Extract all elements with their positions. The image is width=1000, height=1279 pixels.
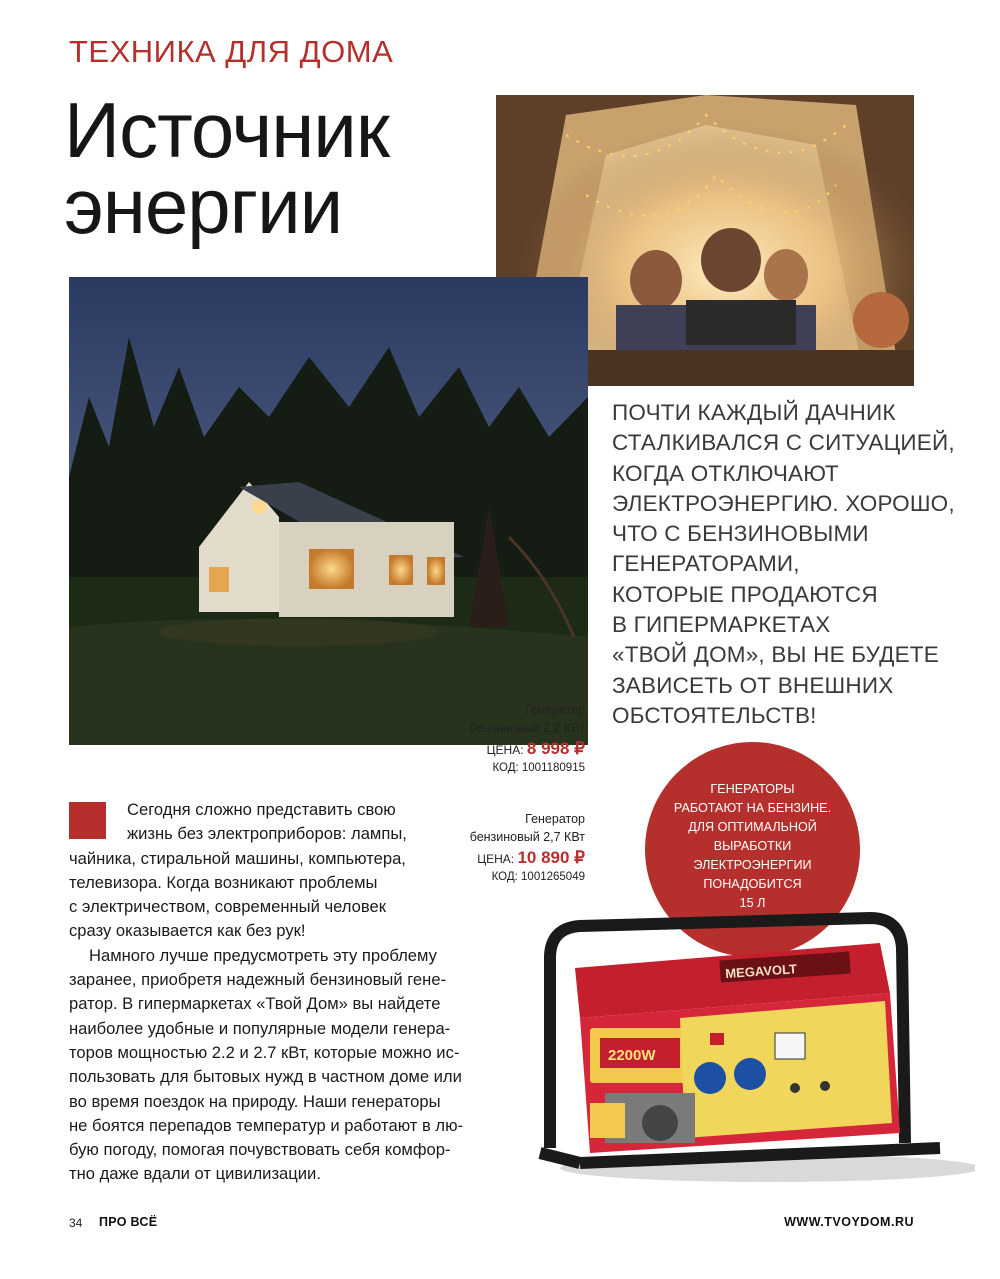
product-code: КОД: 1001180915 [492,762,585,774]
headline-line: энергии [64,162,343,250]
body-line: Сегодня сложно представить свою [127,800,396,819]
generator-illustration [520,898,975,1188]
lead-line: ЧТО С БЕНЗИНОВЫМИ [612,521,869,547]
lead-line: ГЕНЕРАТОРАМИ, [612,551,800,577]
product-name: Генератор [525,703,585,717]
price-line [470,848,585,868]
body-line: с электричеством, современный человек [69,897,387,917]
lead-paragraph [612,398,955,731]
price-label: ЦЕНА: [486,743,524,757]
product-price: 8 998 ₽ [526,739,585,758]
website-link[interactable]: WWW.TVOYDOM.RU [784,1215,914,1229]
lead-line: ЗАВИСЕТЬ ОТ ВНЕШНИХ [612,672,894,698]
product-card-2-2kw [470,701,585,774]
body-line: тно даже вдали от цивилизации. [69,1164,321,1184]
page-number: 34 [69,1216,83,1230]
body-line: бую погоду, помогая почувствовать себя комфор- [69,1140,451,1160]
country-house-photo [69,277,588,745]
price-label: ЦЕНА: [477,852,515,866]
badge-line: ПОНАДОБИТСЯ [703,877,802,891]
lead-line: ПОЧТИ КАЖДЫЙ ДАЧНИК [612,400,896,425]
body-line: наиболее удобные и популярные модели генера- [69,1018,451,1038]
section-title: ТЕХНИКА ДЛЯ ДОМА [69,34,394,69]
price-line [470,739,585,759]
body-line: во время поездок на природу. Наши генераторы [69,1091,441,1111]
country-house-illustration [69,277,588,745]
generator-product-image [520,898,975,1188]
body-line: телевизора. Когда возникают проблемы [69,872,378,892]
body-line: заранее, приобретя надежный бензиновый гене- [69,970,447,990]
product-card-2-7kw [470,810,585,883]
lead-line: В ГИПЕРМАРКЕТАХ [612,612,831,638]
body-line: торов мощностью 2.2 и 2.7 кВт, которые можно ис- [69,1042,460,1062]
headline-line: Источник [64,86,389,174]
magazine-name: ПРО ВСЁ [99,1215,158,1229]
product-code: КОД: 1001265049 [491,871,585,883]
lead-line: ЭЛЕКТРОЭНЕРГИЮ. ХОРОШО, [612,490,955,516]
lead-line: КОТОРЫЕ ПРОДАЮТСЯ [612,581,878,607]
badge-line: 15 Л [739,896,766,910]
body-line: Намного лучше предусмотреть эту проблему [89,945,437,965]
lead-line: ОБСТОЯТЕЛЬСТВ! [612,702,817,728]
badge-line: ГЕНЕРАТОРЫ [710,782,795,796]
badge-line: РАБОТАЮТ НА БЕНЗИНЕ. [673,801,832,815]
body-line: не боятся перепадов температур и работают в лю- [69,1115,464,1135]
badge-line: ЭЛЕКТРОЭНЕРГИИ [693,858,812,872]
body-line: жизнь без электроприборов: лампы, [127,824,407,844]
body-line: сразу оказывается как без рук! [69,921,306,941]
generator-power-label: 2200W [608,1047,656,1064]
lead-line: «ТВОЙ ДОМ», ВЫ НЕ БУДЕТЕ [612,642,939,668]
page-headline [64,86,389,250]
badge-line: ДЛЯ ОПТИМАЛЬНОЙ [688,820,817,834]
lead-line: СТАЛКИВАЛСЯ С СИТУАЦИЕЙ, [612,430,955,456]
product-price: 10 890 ₽ [517,848,585,867]
body-line: ратор. В гипермаркетах «Твой Дом» вы найдете [69,994,441,1014]
product-name: Генератор [525,812,585,826]
generator-brand: MEGAVOLT [724,961,798,982]
article-body [69,798,479,1187]
product-name: бензиновый 2,7 КВт [469,830,585,844]
badge-line: ВЫРАБОТКИ [713,839,792,853]
lead-line: КОГДА ОТКЛЮЧАЮТ [612,460,839,486]
body-line: пользовать для бытовых нужд в частном доме или [69,1067,462,1087]
product-name: бензиновый 2,2 КВт [469,721,585,735]
body-line: чайника, стиральной машины, компьютера, [69,848,406,868]
